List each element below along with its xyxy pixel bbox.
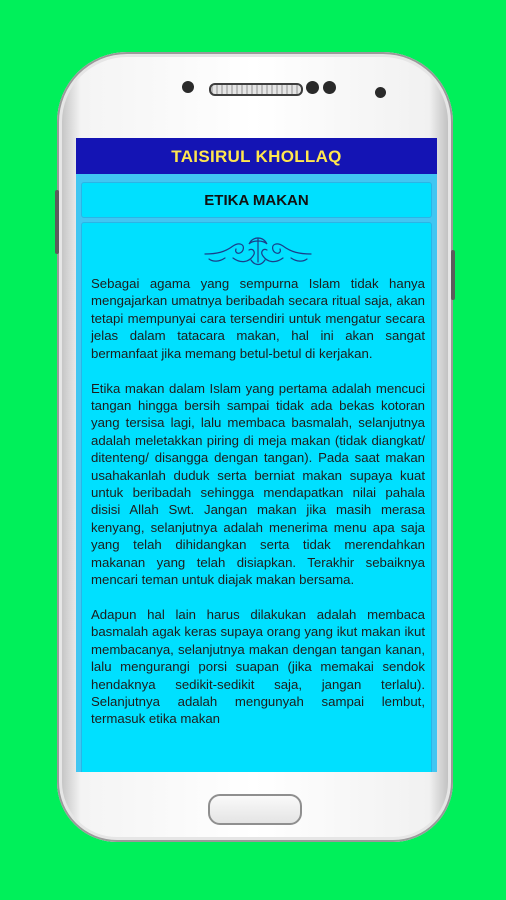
article-body <box>91 275 425 745</box>
proximity-sensor-right <box>323 81 336 94</box>
section-title-card <box>81 182 432 218</box>
home-button[interactable] <box>208 794 302 825</box>
app-title: TAISIRUL KHOLLAQ <box>171 147 342 166</box>
article-paragraph: Adapun hal lain harus dilakukan adalah membaca basmalah agak keras supaya orang yang ikut makan ikut membacanya, selanjutnya makan dengan tangan kanan, lalu mengurangi porsi suapan (jika memakai sendok hendaknya sedikit-sedikit saja, jangan terlalu). Selanjutnya adalah mengunyah sampai lembut, termasuk etika makan <box>91 606 425 727</box>
article-paragraph: Etika makan dalam Islam yang pertama adalah mencuci tangan hingga bersih sampai tidak ada bekas kotoran yang tersisa lagi, lalu membaca basmalah, selanjutnya adalah meletakkan piring di meja makan (tidak diangkat/ ditenteng/ disangga dengan tangan). Pada saat makan usahakanlah duduk serta berniat makan supaya kuat untuk beribadah sehingga mendapatkan nilai pahala disisi Allah Swt. Jangan makan jika masih merasa kenyang, selanjutnya adalah menerima menu apa saja yang telah dihidangkan serta tidak merendahkan makanan yang telah disiapkan. Terakhir sebaiknya mencari teman untuk diajak makan bersama. <box>91 380 425 587</box>
article-card[interactable] <box>81 222 432 772</box>
proximity-sensor-left <box>306 81 319 94</box>
light-sensor <box>375 87 386 98</box>
earpiece-speaker <box>209 83 303 96</box>
article-paragraph: Sebagai agama yang sempurna Islam tidak hanya mengajarkan umatnya beribadah secara ritual saja, akan tetapi mempunyai cara tersendiri untuk mengatur secara jelas dalam tatacara makan, hal ini akan sangat bermanfaat jika memang betul-betul di kerjakan. <box>91 276 425 361</box>
app-screen <box>76 138 437 772</box>
section-title: ETIKA MAKAN <box>204 192 309 209</box>
ornamental-flourish-icon <box>203 232 313 272</box>
volume-button[interactable] <box>55 190 59 254</box>
app-title-bar <box>76 138 437 174</box>
power-button[interactable] <box>451 250 455 300</box>
front-camera <box>182 81 194 93</box>
